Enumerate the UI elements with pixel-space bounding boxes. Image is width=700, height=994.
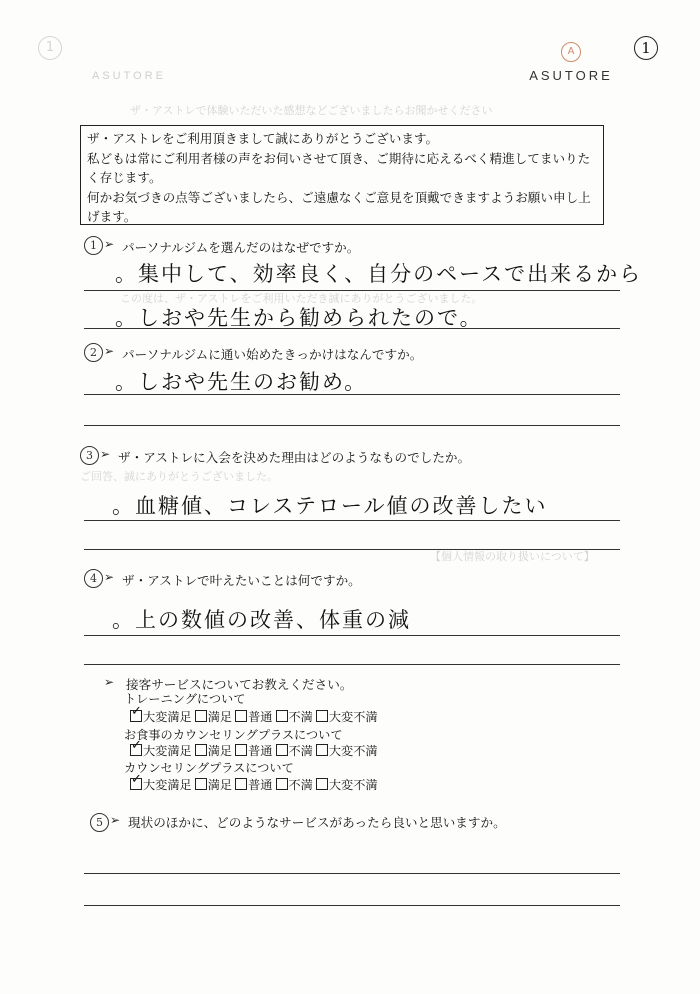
answer-line <box>84 549 620 550</box>
rating-checkbox[interactable] <box>235 778 247 790</box>
question-number: 1 <box>84 236 103 255</box>
rating-checkbox[interactable] <box>130 738 142 756</box>
question-text: ザ・アストレで叶えたいことは何ですか。 <box>122 573 361 588</box>
survey-group-label: お食事のカウンセリングプラスについて <box>124 728 343 742</box>
survey-heading: 接客サービスについてお教えください。 <box>126 677 353 692</box>
answer-line <box>84 905 620 906</box>
answer-line <box>84 328 620 329</box>
intro-line: ザ・アストレをご利用頂きまして誠にありがとうございます。 <box>87 131 439 146</box>
survey-group-label: トレーニングについて <box>124 692 246 706</box>
rating-checkbox[interactable] <box>316 778 328 790</box>
answer-line <box>84 520 620 521</box>
arrow-icon: ➢ <box>104 675 115 689</box>
intro-line: 何かお気づきの点等ございましたら、ご遠慮なくご意見を頂戴できますようお願い申し上 <box>87 189 591 205</box>
answer-line <box>84 425 620 426</box>
question-text: パーソナルジムに通い始めたきっかけはなんですか。 <box>122 347 423 362</box>
ghost-text: この度は、ザ・アストレをご利用いただき誠にありがとうございました。 <box>120 292 483 305</box>
intro-line: げます。 <box>87 209 137 224</box>
ghost-text: ご回答、誠にありがとうございました。 <box>80 470 278 483</box>
rating-checkbox[interactable] <box>235 744 247 756</box>
brand-name: ASUTORE <box>529 68 613 83</box>
intro-line: く存じます。 <box>87 170 162 185</box>
rating-checkbox[interactable] <box>235 710 247 722</box>
question-number: 2 <box>84 343 103 362</box>
rating-checkbox[interactable] <box>316 744 328 756</box>
check-mark-icon: ✓ <box>131 738 142 753</box>
question-text: ザ・アストレに入会を決めた理由はどのようなものでしたか。 <box>118 450 471 465</box>
ghost-page-number: 1 <box>38 36 62 60</box>
handwritten-answer: 。血糖値、コレステロール値の改善したい <box>112 494 548 518</box>
rating-checkbox[interactable] <box>276 710 288 722</box>
rating-checkbox[interactable] <box>276 744 288 756</box>
rating-checkbox[interactable] <box>195 710 207 722</box>
answer-line <box>84 873 620 874</box>
answer-line <box>84 290 620 291</box>
ghost-text: 【個人情報の取り扱いについて】 <box>430 550 595 563</box>
intro-box <box>80 125 604 225</box>
question-text: パーソナルジムを選んだのはなぜですか。 <box>122 240 360 255</box>
check-mark-icon: ✓ <box>131 772 142 787</box>
answer-line <box>84 664 620 665</box>
question-text: 現状のほかに、どのようなサービスがあったら良いと思いますか。 <box>128 815 506 830</box>
arrow-icon: ➢ <box>104 344 115 358</box>
rating-checkbox[interactable] <box>276 778 288 790</box>
handwritten-answer: 。集中して、効率良く、自分のペースで出来るから <box>115 262 643 286</box>
rating-row: ✓ 大変満足 満足 普通 不満 大変不満 <box>131 738 378 758</box>
brand-logo <box>516 42 626 83</box>
handwritten-answer: 。しおや先生のお勧め。 <box>115 370 368 394</box>
answer-line <box>84 635 620 636</box>
ghost-logo: ASUTORE <box>92 70 166 82</box>
rating-row: ✓ 大変満足 満足 普通 不満 大変不満 <box>131 704 378 724</box>
question-number: 4 <box>84 569 103 588</box>
check-mark-icon: ✓ <box>131 704 142 719</box>
arrow-icon: ➢ <box>104 570 115 584</box>
rating-checkbox[interactable] <box>130 772 142 790</box>
handwritten-answer: 。しおや先生から勧められたので。 <box>115 306 483 330</box>
question-number: 3 <box>80 446 99 465</box>
page-number: 1 <box>634 36 658 60</box>
answer-line <box>84 394 620 395</box>
brand-mark-icon: A <box>561 42 581 62</box>
rating-checkbox[interactable] <box>195 778 207 790</box>
handwritten-answer: 。上の数値の改善、体重の減 <box>112 608 411 632</box>
rating-checkbox[interactable] <box>195 744 207 756</box>
rating-checkbox[interactable] <box>130 704 142 722</box>
rating-checkbox[interactable] <box>316 710 328 722</box>
rating-row: ✓ 大変満足 満足 普通 不満 大変不満 <box>131 772 378 792</box>
arrow-icon: ➢ <box>104 237 115 251</box>
arrow-icon: ➢ <box>100 447 111 461</box>
intro-line: 私どもは常にご利用者様の声をお伺いさせて頂き、ご期待に応えるべく精進してまいりた <box>87 150 591 166</box>
survey-group-label: カウンセリングプラスについて <box>124 761 294 775</box>
arrow-icon: ➢ <box>110 813 121 827</box>
question-number: 5 <box>90 813 109 832</box>
ghost-text: ザ・アストレで体験いただいた感想などございましたらお聞かせください <box>130 104 493 117</box>
